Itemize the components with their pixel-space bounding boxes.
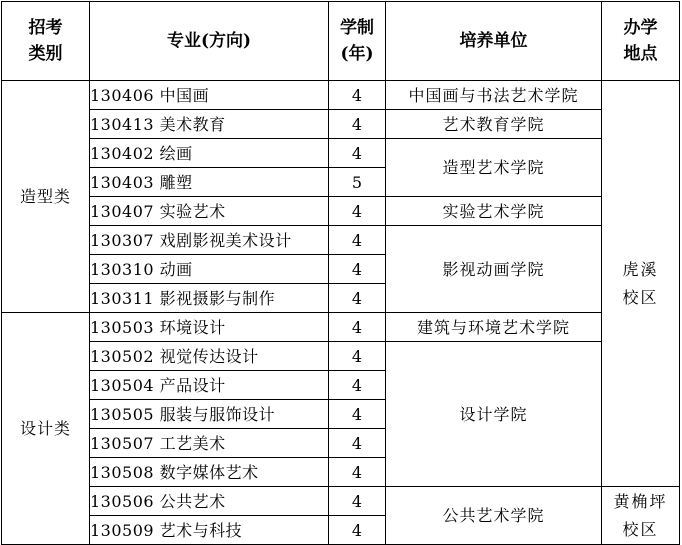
major-cell: 130413 美术教育 <box>90 110 329 139</box>
campus-line1: 虎溪 <box>622 259 659 279</box>
header-row <box>2 2 680 81</box>
years-cell: 4 <box>329 400 386 429</box>
header-campus-line1: 办学 <box>623 18 658 38</box>
years-cell: 4 <box>329 197 386 226</box>
years-cell: 4 <box>329 139 386 168</box>
major-cell: 130505 服装与服饰设计 <box>90 400 329 429</box>
years-cell: 4 <box>329 110 386 139</box>
table-row <box>2 342 680 371</box>
unit-cell: 造型艺术学院 <box>386 139 602 197</box>
campus-line1: 黄桷坪 <box>613 491 668 511</box>
table-row <box>2 313 680 342</box>
major-cell: 130311 影视摄影与制作 <box>90 284 329 313</box>
major-cell: 130503 环境设计 <box>90 313 329 342</box>
major-cell: 130406 中国画 <box>90 81 329 110</box>
years-cell: 4 <box>329 255 386 284</box>
years-cell: 4 <box>329 226 386 255</box>
years-cell: 4 <box>329 516 386 545</box>
major-cell: 130507 工艺美术 <box>90 429 329 458</box>
major-cell: 130310 动画 <box>90 255 329 284</box>
years-cell: 4 <box>329 284 386 313</box>
table-row <box>2 226 680 255</box>
major-cell: 130504 产品设计 <box>90 371 329 400</box>
major-cell: 130508 数字媒体艺术 <box>90 458 329 487</box>
years-cell: 4 <box>329 458 386 487</box>
years-cell: 5 <box>329 168 386 197</box>
header-category-line2: 类别 <box>28 44 63 64</box>
major-cell: 130402 绘画 <box>90 139 329 168</box>
years-cell: 4 <box>329 342 386 371</box>
table-row <box>2 81 680 110</box>
unit-cell: 中国画与书法艺术学院 <box>386 81 602 110</box>
category-cell: 设计类 <box>2 313 90 545</box>
category-cell: 造型类 <box>2 81 90 313</box>
header-category-line1: 招考 <box>28 18 63 38</box>
table-row <box>2 139 680 168</box>
header-years-line2: (年) <box>340 44 374 64</box>
header-unit: 培养单位 <box>386 2 602 81</box>
header-major: 专业(方向) <box>90 2 329 81</box>
majors-table <box>1 1 680 545</box>
header-campus <box>602 2 680 81</box>
major-cell: 130509 艺术与科技 <box>90 516 329 545</box>
major-cell: 130403 雕塑 <box>90 168 329 197</box>
unit-cell: 影视动画学院 <box>386 226 602 313</box>
unit-cell: 设计学院 <box>386 342 602 487</box>
major-cell: 130502 视觉传达设计 <box>90 342 329 371</box>
years-cell: 4 <box>329 487 386 516</box>
major-cell: 130307 戏剧影视美术设计 <box>90 226 329 255</box>
years-cell: 4 <box>329 371 386 400</box>
campus-line2: 校区 <box>622 519 659 539</box>
header-campus-line2: 地点 <box>623 44 658 64</box>
major-cell: 130407 实验艺术 <box>90 197 329 226</box>
table-row <box>2 110 680 139</box>
unit-cell: 建筑与环境艺术学院 <box>386 313 602 342</box>
unit-cell: 公共艺术学院 <box>386 487 602 545</box>
table-row <box>2 487 680 516</box>
campus-cell <box>602 487 680 545</box>
years-cell: 4 <box>329 81 386 110</box>
major-cell: 130506 公共艺术 <box>90 487 329 516</box>
campus-line2: 校区 <box>622 287 659 307</box>
header-years <box>329 2 386 81</box>
campus-cell <box>602 81 680 487</box>
table-row <box>2 197 680 226</box>
years-cell: 4 <box>329 313 386 342</box>
years-cell: 4 <box>329 429 386 458</box>
header-years-line1: 学制 <box>340 18 374 38</box>
unit-cell: 实验艺术学院 <box>386 197 602 226</box>
unit-cell: 艺术教育学院 <box>386 110 602 139</box>
header-category <box>2 2 90 81</box>
